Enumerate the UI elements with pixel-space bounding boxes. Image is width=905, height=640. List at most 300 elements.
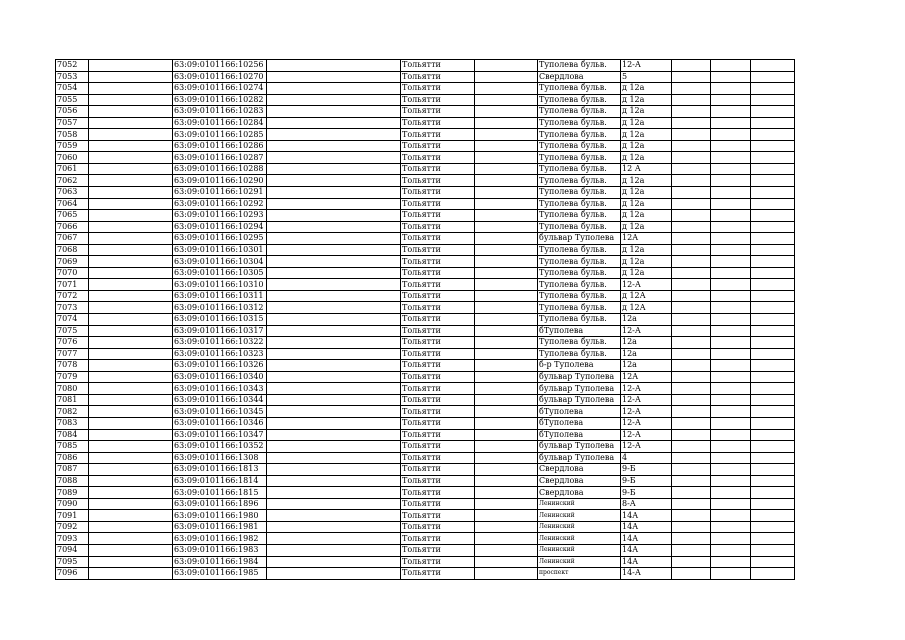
empty-cell (711, 510, 751, 522)
house-number-cell: д 12а (621, 210, 672, 222)
empty-cell (672, 406, 711, 418)
city-cell: Тольятти (401, 464, 475, 476)
empty-cell (751, 337, 795, 349)
empty-cell (475, 417, 538, 429)
empty-cell (475, 256, 538, 268)
street-cell: бульвар Туполева (538, 394, 621, 406)
cadastral-number-cell: 63:09:0101166:10311 (173, 290, 267, 302)
table-row (56, 568, 795, 580)
row-number-cell: 7067 (56, 233, 89, 245)
city-cell: Тольятти (401, 394, 475, 406)
empty-cell (267, 429, 401, 441)
empty-cell (672, 464, 711, 476)
empty-cell (267, 152, 401, 164)
empty-cell (751, 371, 795, 383)
city-cell: Тольятти (401, 290, 475, 302)
empty-cell (672, 221, 711, 233)
cadastral-number-cell: 63:09:0101166:1985 (173, 568, 267, 580)
cadastral-number-cell: 63:09:0101166:1982 (173, 533, 267, 545)
table-row (56, 544, 795, 556)
empty-cell (751, 521, 795, 533)
row-number-cell: 7096 (56, 568, 89, 580)
empty-cell (751, 533, 795, 545)
house-number-cell: д 12а (621, 175, 672, 187)
table-row (56, 510, 795, 522)
empty-cell (672, 510, 711, 522)
house-number-cell: 14-А (621, 568, 672, 580)
street-cell: Туполева бульв. (538, 60, 621, 72)
empty-cell (475, 244, 538, 256)
city-cell: Тольятти (401, 533, 475, 545)
empty-cell (475, 360, 538, 372)
empty-cell (751, 187, 795, 199)
house-number-cell: д 12А (621, 290, 672, 302)
empty-cell (672, 60, 711, 72)
empty-cell (672, 175, 711, 187)
table-row (56, 94, 795, 106)
empty-cell (267, 487, 401, 499)
street-cell: Туполева бульв. (538, 221, 621, 233)
cadastral-number-cell: 63:09:0101166:10283 (173, 106, 267, 118)
house-number-cell: 12-А (621, 60, 672, 72)
empty-cell (711, 140, 751, 152)
empty-cell (267, 140, 401, 152)
empty-cell (672, 83, 711, 95)
empty-cell (751, 175, 795, 187)
row-number-cell: 7089 (56, 487, 89, 499)
cadastral-number-cell: 63:09:0101166:10317 (173, 325, 267, 337)
row-number-cell: 7060 (56, 152, 89, 164)
city-cell: Тольятти (401, 129, 475, 141)
table-row (56, 394, 795, 406)
table-row (56, 106, 795, 118)
street-cell: Туполева бульв. (538, 140, 621, 152)
empty-cell (711, 83, 751, 95)
house-number-cell: 14А (621, 556, 672, 568)
table-row (56, 556, 795, 568)
table-row (56, 417, 795, 429)
empty-cell (475, 314, 538, 326)
empty-cell (711, 256, 751, 268)
row-number-cell: 7078 (56, 360, 89, 372)
empty-cell (711, 383, 751, 395)
empty-cell (751, 429, 795, 441)
empty-cell (89, 441, 173, 453)
city-cell: Тольятти (401, 106, 475, 118)
empty-cell (267, 383, 401, 395)
empty-cell (89, 394, 173, 406)
table-row (56, 221, 795, 233)
house-number-cell: д 12а (621, 267, 672, 279)
house-number-cell: 9-Б (621, 487, 672, 499)
empty-cell (89, 175, 173, 187)
empty-cell (711, 117, 751, 129)
table-row (56, 406, 795, 418)
street-cell: Ленинский (538, 533, 621, 545)
empty-cell (672, 233, 711, 245)
city-cell: Тольятти (401, 187, 475, 199)
city-cell: Тольятти (401, 302, 475, 314)
empty-cell (475, 464, 538, 476)
street-cell: Туполева бульв. (538, 290, 621, 302)
empty-cell (267, 337, 401, 349)
empty-cell (672, 117, 711, 129)
empty-cell (475, 475, 538, 487)
empty-cell (711, 360, 751, 372)
empty-cell (267, 568, 401, 580)
row-number-cell: 7081 (56, 394, 89, 406)
empty-cell (711, 417, 751, 429)
table-row (56, 233, 795, 245)
street-cell: бТуполева (538, 417, 621, 429)
empty-cell (711, 533, 751, 545)
street-cell: проспект (538, 568, 621, 580)
cadastral-number-cell: 63:09:0101166:10285 (173, 129, 267, 141)
empty-cell (267, 406, 401, 418)
house-number-cell: д 12а (621, 129, 672, 141)
empty-cell (89, 348, 173, 360)
empty-cell (751, 464, 795, 476)
empty-cell (475, 487, 538, 499)
table-row (56, 267, 795, 279)
street-cell: Туполева бульв. (538, 244, 621, 256)
cadastral-number-cell: 63:09:0101166:1814 (173, 475, 267, 487)
table-row (56, 290, 795, 302)
empty-cell (89, 140, 173, 152)
empty-cell (475, 406, 538, 418)
house-number-cell: 5 (621, 71, 672, 83)
row-number-cell: 7092 (56, 521, 89, 533)
empty-cell (89, 556, 173, 568)
empty-cell (475, 498, 538, 510)
empty-cell (89, 417, 173, 429)
empty-cell (672, 417, 711, 429)
empty-cell (751, 94, 795, 106)
empty-cell (89, 233, 173, 245)
street-cell: б-р Туполева (538, 360, 621, 372)
empty-cell (475, 129, 538, 141)
empty-cell (89, 267, 173, 279)
empty-cell (751, 152, 795, 164)
empty-cell (711, 210, 751, 222)
empty-cell (89, 129, 173, 141)
empty-cell (672, 498, 711, 510)
empty-cell (751, 256, 795, 268)
empty-cell (751, 510, 795, 522)
row-number-cell: 7058 (56, 129, 89, 141)
empty-cell (475, 441, 538, 453)
row-number-cell: 7068 (56, 244, 89, 256)
empty-cell (751, 348, 795, 360)
empty-cell (751, 106, 795, 118)
register-table (55, 59, 795, 580)
table-row (56, 360, 795, 372)
empty-cell (475, 325, 538, 337)
empty-cell (475, 117, 538, 129)
empty-cell (475, 210, 538, 222)
table-row (56, 475, 795, 487)
table-row (56, 302, 795, 314)
city-cell: Тольятти (401, 117, 475, 129)
street-cell: Туполева бульв. (538, 198, 621, 210)
cadastral-number-cell: 63:09:0101166:10284 (173, 117, 267, 129)
empty-cell (89, 106, 173, 118)
table-row (56, 337, 795, 349)
empty-cell (711, 302, 751, 314)
cadastral-number-cell: 63:09:0101166:10301 (173, 244, 267, 256)
empty-cell (672, 163, 711, 175)
empty-cell (751, 487, 795, 499)
empty-cell (267, 360, 401, 372)
house-number-cell: 12а (621, 314, 672, 326)
empty-cell (672, 279, 711, 291)
empty-cell (89, 60, 173, 72)
empty-cell (672, 475, 711, 487)
empty-cell (89, 256, 173, 268)
city-cell: Тольятти (401, 267, 475, 279)
empty-cell (672, 187, 711, 199)
house-number-cell: 12 А (621, 163, 672, 175)
house-number-cell: 12-А (621, 429, 672, 441)
street-cell: Ленинский (538, 521, 621, 533)
row-number-cell: 7087 (56, 464, 89, 476)
empty-cell (751, 383, 795, 395)
empty-cell (267, 394, 401, 406)
empty-cell (751, 498, 795, 510)
empty-cell (711, 429, 751, 441)
empty-cell (672, 337, 711, 349)
house-number-cell: д 12а (621, 256, 672, 268)
empty-cell (89, 360, 173, 372)
empty-cell (672, 568, 711, 580)
empty-cell (267, 556, 401, 568)
table-row (56, 244, 795, 256)
empty-cell (672, 487, 711, 499)
row-number-cell: 7083 (56, 417, 89, 429)
empty-cell (751, 163, 795, 175)
cadastral-number-cell: 63:09:0101166:10310 (173, 279, 267, 291)
street-cell: Туполева бульв. (538, 83, 621, 95)
empty-cell (89, 371, 173, 383)
empty-cell (89, 94, 173, 106)
empty-cell (711, 487, 751, 499)
empty-cell (89, 244, 173, 256)
city-cell: Тольятти (401, 152, 475, 164)
empty-cell (475, 533, 538, 545)
cadastral-number-cell: 63:09:0101166:10292 (173, 198, 267, 210)
empty-cell (89, 210, 173, 222)
empty-cell (475, 452, 538, 464)
house-number-cell: д 12а (621, 117, 672, 129)
street-cell: Туполева бульв. (538, 210, 621, 222)
row-number-cell: 7084 (56, 429, 89, 441)
city-cell: Тольятти (401, 556, 475, 568)
empty-cell (672, 152, 711, 164)
empty-cell (751, 544, 795, 556)
table-row (56, 429, 795, 441)
house-number-cell: д 12а (621, 140, 672, 152)
empty-cell (672, 348, 711, 360)
cadastral-number-cell: 63:09:0101166:10346 (173, 417, 267, 429)
cadastral-number-cell: 63:09:0101166:10287 (173, 152, 267, 164)
city-cell: Тольятти (401, 568, 475, 580)
empty-cell (267, 452, 401, 464)
empty-cell (475, 60, 538, 72)
empty-cell (89, 221, 173, 233)
row-number-cell: 7094 (56, 544, 89, 556)
row-number-cell: 7069 (56, 256, 89, 268)
empty-cell (475, 556, 538, 568)
empty-cell (89, 152, 173, 164)
empty-cell (267, 290, 401, 302)
empty-cell (267, 441, 401, 453)
empty-cell (672, 544, 711, 556)
empty-cell (267, 510, 401, 522)
city-cell: Тольятти (401, 348, 475, 360)
house-number-cell: 8-А (621, 498, 672, 510)
empty-cell (89, 510, 173, 522)
empty-cell (267, 187, 401, 199)
empty-cell (751, 71, 795, 83)
row-number-cell: 7077 (56, 348, 89, 360)
table-row (56, 325, 795, 337)
table-row (56, 452, 795, 464)
empty-cell (89, 487, 173, 499)
empty-cell (89, 279, 173, 291)
empty-cell (672, 452, 711, 464)
empty-cell (711, 152, 751, 164)
street-cell: Туполева бульв. (538, 314, 621, 326)
house-number-cell: д 12а (621, 187, 672, 199)
empty-cell (711, 568, 751, 580)
empty-cell (475, 152, 538, 164)
empty-cell (267, 210, 401, 222)
table-row (56, 521, 795, 533)
empty-cell (711, 198, 751, 210)
street-cell: бульвар Туполева (538, 383, 621, 395)
empty-cell (672, 394, 711, 406)
empty-cell (475, 83, 538, 95)
street-cell: Туполева бульв. (538, 175, 621, 187)
empty-cell (475, 71, 538, 83)
cadastral-number-cell: 63:09:0101166:10315 (173, 314, 267, 326)
cadastral-number-cell: 63:09:0101166:10291 (173, 187, 267, 199)
street-cell: бТуполева (538, 325, 621, 337)
house-number-cell: 14А (621, 533, 672, 545)
row-number-cell: 7055 (56, 94, 89, 106)
empty-cell (751, 210, 795, 222)
house-number-cell: 12-А (621, 406, 672, 418)
street-cell: бульвар Туполева (538, 452, 621, 464)
city-cell: Тольятти (401, 140, 475, 152)
empty-cell (89, 325, 173, 337)
street-cell: Туполева бульв. (538, 117, 621, 129)
table-row (56, 60, 795, 72)
empty-cell (672, 290, 711, 302)
empty-cell (751, 441, 795, 453)
empty-cell (267, 325, 401, 337)
empty-cell (751, 198, 795, 210)
city-cell: Тольятти (401, 383, 475, 395)
empty-cell (751, 556, 795, 568)
empty-cell (711, 94, 751, 106)
table-row (56, 83, 795, 95)
city-cell: Тольятти (401, 233, 475, 245)
row-number-cell: 7053 (56, 71, 89, 83)
empty-cell (475, 510, 538, 522)
empty-cell (672, 244, 711, 256)
empty-cell (672, 371, 711, 383)
city-cell: Тольятти (401, 71, 475, 83)
house-number-cell: 12-А (621, 394, 672, 406)
cadastral-number-cell: 63:09:0101166:10323 (173, 348, 267, 360)
empty-cell (711, 187, 751, 199)
cadastral-number-cell: 63:09:0101166:10343 (173, 383, 267, 395)
house-number-cell: 12-А (621, 417, 672, 429)
city-cell: Тольятти (401, 198, 475, 210)
empty-cell (711, 498, 751, 510)
empty-cell (672, 556, 711, 568)
empty-cell (475, 106, 538, 118)
house-number-cell: 12-А (621, 383, 672, 395)
city-cell: Тольятти (401, 163, 475, 175)
cadastral-number-cell: 63:09:0101166:1984 (173, 556, 267, 568)
row-number-cell: 7056 (56, 106, 89, 118)
table-row (56, 441, 795, 453)
empty-cell (267, 94, 401, 106)
row-number-cell: 7052 (56, 60, 89, 72)
street-cell: бульвар Туполева (538, 371, 621, 383)
house-number-cell: 12а (621, 360, 672, 372)
empty-cell (475, 544, 538, 556)
city-cell: Тольятти (401, 337, 475, 349)
table-row (56, 314, 795, 326)
city-cell: Тольятти (401, 244, 475, 256)
empty-cell (267, 163, 401, 175)
empty-cell (751, 394, 795, 406)
row-number-cell: 7064 (56, 198, 89, 210)
empty-cell (672, 302, 711, 314)
empty-cell (267, 371, 401, 383)
row-number-cell: 7079 (56, 371, 89, 383)
empty-cell (672, 256, 711, 268)
empty-cell (267, 60, 401, 72)
row-number-cell: 7071 (56, 279, 89, 291)
house-number-cell: д 12а (621, 94, 672, 106)
city-cell: Тольятти (401, 498, 475, 510)
house-number-cell: д 12а (621, 198, 672, 210)
city-cell: Тольятти (401, 279, 475, 291)
table-row (56, 383, 795, 395)
cadastral-number-cell: 63:09:0101166:10304 (173, 256, 267, 268)
empty-cell (711, 544, 751, 556)
house-number-cell: д 12а (621, 152, 672, 164)
empty-cell (89, 429, 173, 441)
table-row (56, 129, 795, 141)
cadastral-number-cell: 63:09:0101166:1983 (173, 544, 267, 556)
table-row (56, 71, 795, 83)
cadastral-number-cell: 63:09:0101166:1980 (173, 510, 267, 522)
empty-cell (89, 83, 173, 95)
cadastral-number-cell: 63:09:0101166:1308 (173, 452, 267, 464)
row-number-cell: 7054 (56, 83, 89, 95)
cadastral-number-cell: 63:09:0101166:10347 (173, 429, 267, 441)
row-number-cell: 7062 (56, 175, 89, 187)
row-number-cell: 7090 (56, 498, 89, 510)
row-number-cell: 7093 (56, 533, 89, 545)
street-cell: Ленинский (538, 556, 621, 568)
empty-cell (711, 221, 751, 233)
